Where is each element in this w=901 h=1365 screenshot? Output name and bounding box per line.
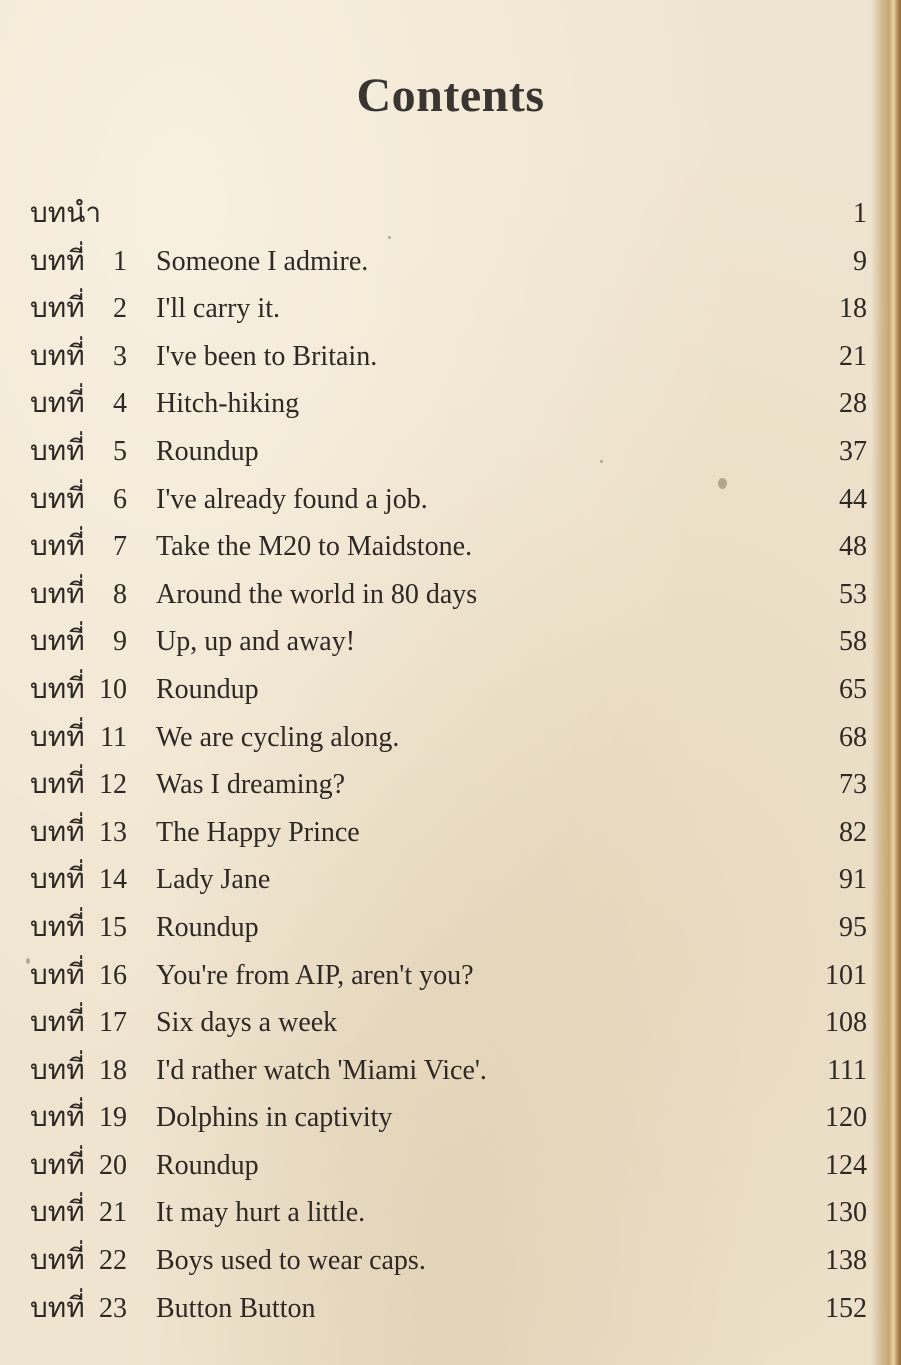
- chapter-title: Hitch-hiking: [156, 388, 300, 420]
- chapter-title: Was I dreaming?: [156, 769, 345, 801]
- chapter-title: You're from AIP, aren't you?: [156, 959, 474, 991]
- toc-row: [0, 904, 901, 952]
- intro-page-number: 1: [853, 198, 867, 229]
- chapter-prefix: บทที่: [30, 435, 85, 467]
- chapter-title: Take the M20 to Maidstone.: [156, 531, 473, 563]
- chapter-number: 12: [99, 769, 127, 801]
- chapter-page-number: 21: [839, 340, 867, 372]
- chapter-title: The Happy Prince: [156, 816, 360, 848]
- toc-row: [0, 1047, 901, 1095]
- chapter-prefix: บทที่: [30, 293, 85, 325]
- toc-row: [0, 571, 901, 619]
- chapter-title: I'd rather watch 'Miami Vice'.: [156, 1054, 487, 1086]
- chapter-number: 6: [113, 483, 127, 515]
- toc-row: [0, 1094, 901, 1142]
- chapter-number: 11: [100, 721, 127, 753]
- chapter-page-number: 124: [825, 1149, 867, 1181]
- chapter-number: 8: [113, 578, 127, 610]
- chapter-title: Someone I admire.: [156, 245, 369, 277]
- chapter-title: Roundup: [156, 435, 259, 467]
- chapter-page-number: 91: [839, 864, 867, 896]
- chapter-page-number: 44: [839, 483, 867, 515]
- chapter-title: I've already found a job.: [156, 483, 428, 515]
- toc-row: [0, 428, 901, 476]
- chapter-prefix: บทที่: [30, 1245, 85, 1277]
- chapter-prefix: บทที่: [30, 388, 85, 420]
- chapter-prefix: บทที่: [30, 245, 85, 277]
- chapter-page-number: 95: [839, 911, 867, 943]
- chapter-number: 4: [113, 388, 127, 420]
- chapter-page-number: 82: [839, 816, 867, 848]
- chapter-title: We are cycling along.: [156, 721, 400, 753]
- toc-row: [0, 476, 901, 524]
- chapter-prefix: บทที่: [30, 673, 85, 705]
- chapter-number: 1: [113, 245, 127, 277]
- toc-row: [0, 809, 901, 857]
- toc-row: [0, 1142, 901, 1190]
- chapter-title: I'll carry it.: [156, 293, 280, 325]
- toc-row: [0, 666, 901, 714]
- chapter-prefix: บทที่: [30, 531, 85, 563]
- chapter-prefix: บทที่: [30, 578, 85, 610]
- chapter-title: Six days a week: [156, 1007, 338, 1039]
- intro-label: บทนำ: [30, 198, 102, 229]
- chapter-page-number: 130: [825, 1197, 867, 1229]
- chapter-title: Boys used to wear caps.: [156, 1245, 426, 1277]
- chapter-prefix: บทที่: [30, 626, 85, 658]
- chapter-prefix: บทที่: [30, 769, 85, 801]
- chapter-page-number: 152: [825, 1292, 867, 1324]
- chapter-title: Roundup: [156, 911, 259, 943]
- chapter-prefix: บทที่: [30, 1292, 85, 1324]
- toc-row: [0, 333, 901, 381]
- chapter-title: It may hurt a little.: [156, 1197, 366, 1229]
- chapter-page-number: 48: [839, 531, 867, 563]
- toc-row: [0, 999, 901, 1047]
- toc-row: [0, 523, 901, 571]
- chapter-number: 2: [113, 293, 127, 325]
- chapter-number: 16: [99, 959, 127, 991]
- toc-row: [0, 1237, 901, 1285]
- chapter-page-number: 73: [839, 769, 867, 801]
- table-of-contents: [0, 190, 901, 1332]
- toc-row: [0, 618, 901, 666]
- chapter-title: I've been to Britain.: [156, 340, 378, 372]
- chapter-number: 5: [113, 435, 127, 467]
- chapter-number: 20: [99, 1149, 127, 1181]
- paper-speck: [718, 478, 727, 489]
- toc-row: [0, 1285, 901, 1333]
- chapter-number: 17: [99, 1007, 127, 1039]
- chapter-page-number: 65: [839, 673, 867, 705]
- chapter-page-number: 53: [839, 578, 867, 610]
- chapter-number: 15: [99, 911, 127, 943]
- chapter-prefix: บทที่: [30, 1197, 85, 1229]
- paper-speck: [600, 460, 603, 463]
- chapter-page-number: 9: [853, 245, 867, 277]
- toc-row: [0, 380, 901, 428]
- chapter-prefix: บทที่: [30, 1102, 85, 1134]
- paper-speck: [388, 236, 391, 239]
- toc-row: [0, 285, 901, 333]
- chapter-number: 13: [99, 816, 127, 848]
- chapter-number: 9: [113, 626, 127, 658]
- chapter-page-number: 37: [839, 435, 867, 467]
- chapter-number: 10: [99, 673, 127, 705]
- chapter-title: Button Button: [156, 1292, 316, 1324]
- toc-row: [0, 238, 901, 286]
- toc-row: [0, 856, 901, 904]
- chapter-page-number: 108: [825, 1007, 867, 1039]
- chapter-prefix: บทที่: [30, 340, 85, 372]
- chapter-title: Up, up and away!: [156, 626, 356, 658]
- page-title: Contents: [356, 69, 545, 123]
- chapter-page-number: 18: [839, 293, 867, 325]
- chapter-prefix: บทที่: [30, 721, 85, 753]
- toc-row-intro: [0, 190, 901, 238]
- chapter-page-number: 138: [825, 1245, 867, 1277]
- chapter-prefix: บทที่: [30, 911, 85, 943]
- chapter-title: Roundup: [156, 1149, 259, 1181]
- toc-row: [0, 761, 901, 809]
- chapter-page-number: 68: [839, 721, 867, 753]
- toc-row: [0, 1189, 901, 1237]
- chapter-number: 7: [113, 531, 127, 563]
- chapter-number: 23: [99, 1292, 127, 1324]
- chapter-title: Roundup: [156, 673, 259, 705]
- chapter-prefix: บทที่: [30, 1054, 85, 1086]
- chapter-page-number: 111: [827, 1054, 867, 1086]
- toc-row: [0, 952, 901, 1000]
- chapter-page-number: 58: [839, 626, 867, 658]
- chapter-page-number: 28: [839, 388, 867, 420]
- chapter-prefix: บทที่: [30, 483, 85, 515]
- chapter-title: Lady Jane: [156, 864, 271, 896]
- chapter-number: 21: [99, 1197, 127, 1229]
- chapter-title: Around the world in 80 days: [156, 578, 478, 610]
- chapter-page-number: 120: [825, 1102, 867, 1134]
- chapter-number: 22: [99, 1245, 127, 1277]
- chapter-prefix: บทที่: [30, 816, 85, 848]
- chapter-number: 3: [113, 340, 127, 372]
- toc-row: [0, 714, 901, 762]
- chapter-prefix: บทที่: [30, 959, 85, 991]
- chapter-number: 14: [99, 864, 127, 896]
- chapter-prefix: บทที่: [30, 1149, 85, 1181]
- chapter-number: 18: [99, 1054, 127, 1086]
- chapter-prefix: บทที่: [30, 1007, 85, 1039]
- chapter-page-number: 101: [825, 959, 867, 991]
- chapter-number: 19: [99, 1102, 127, 1134]
- chapter-prefix: บทที่: [30, 864, 85, 896]
- chapter-title: Dolphins in captivity: [156, 1102, 393, 1134]
- paper-speck: [26, 958, 30, 964]
